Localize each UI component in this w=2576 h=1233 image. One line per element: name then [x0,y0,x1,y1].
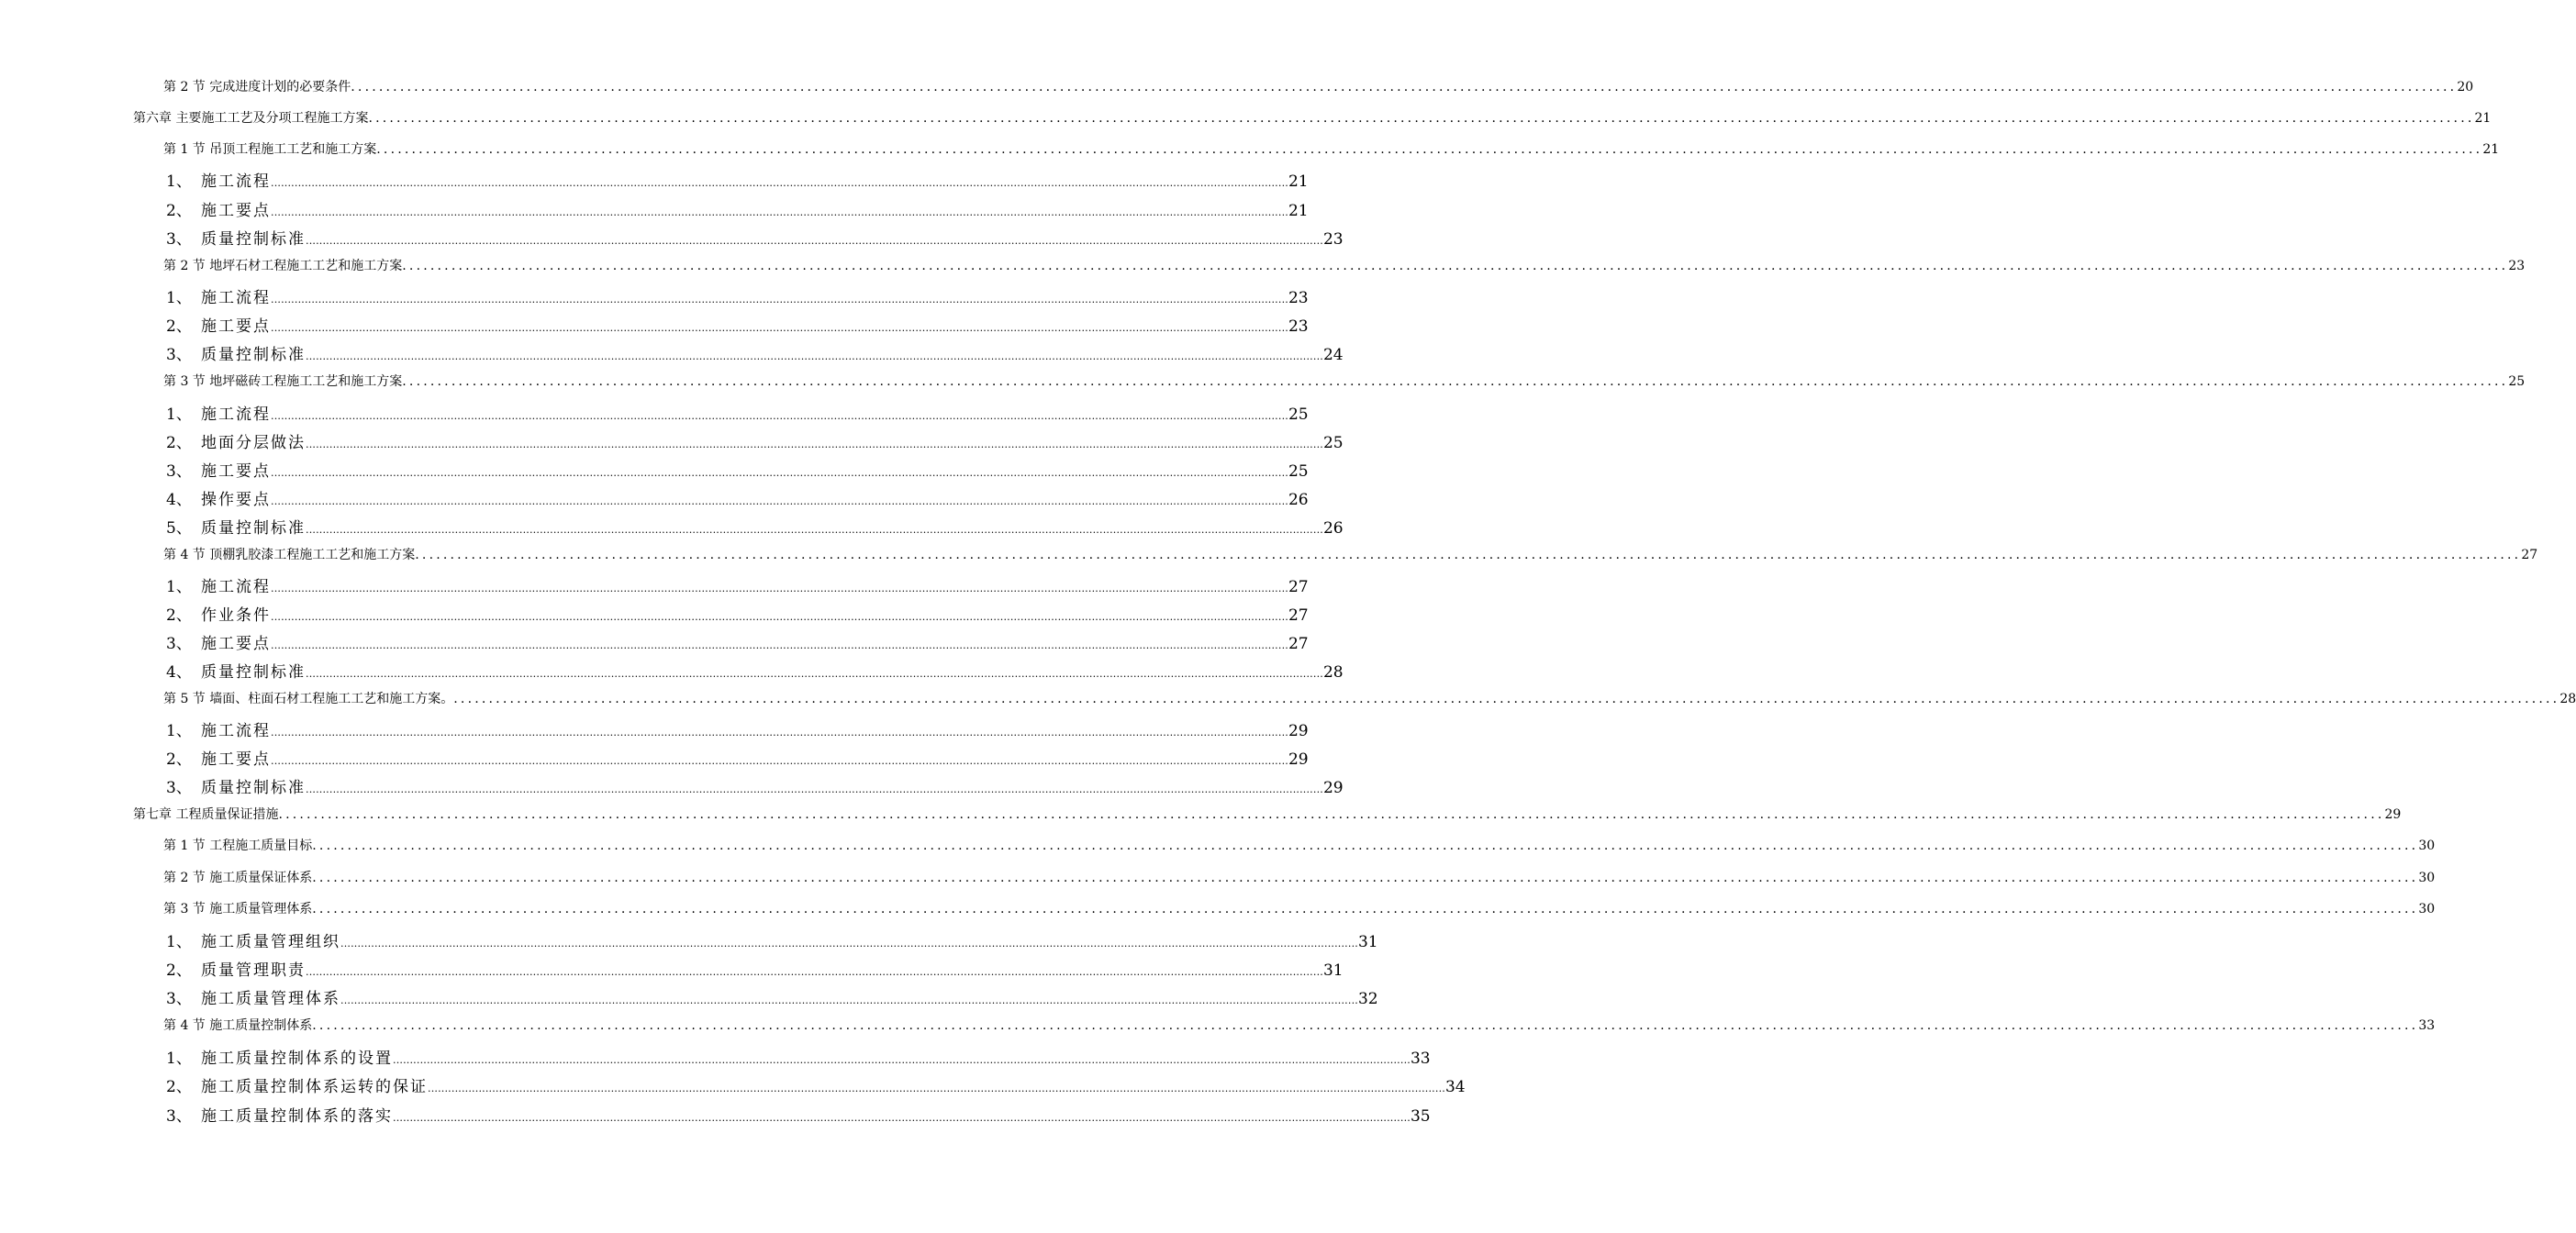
toc-item-title: 施工流程 [201,172,271,191]
dot-leader: ............................................................................................................................................................................................................................................................................................................ [271,639,1288,651]
toc-page-number: 21 [1288,172,1309,191]
toc-item-number: 1、 [166,1050,192,1068]
toc-section[interactable] [0,1016,2436,1034]
dot-leader: ............................................................................................................................................................................................................................................................................................................ [271,755,1288,767]
toc-item[interactable] [0,515,1344,538]
toc-item-number: 5、 [166,519,192,538]
toc-entry-label [166,985,340,1008]
toc-section[interactable] [0,899,2436,917]
toc-page-number: 34 [1444,1078,1466,1096]
toc-item-title: 施工质量控制体系的落实 [201,1107,393,1126]
dot-leader: ............................................................................................................................................................................................................................................................................................................ [340,938,1358,950]
toc-item-title: 施工流程 [201,289,271,307]
toc-item-number: 4、 [166,663,192,682]
toc-entry-label [166,1073,428,1096]
toc-entry-label [166,630,271,653]
toc-item-number: 3、 [166,1107,192,1126]
toc-page-number: 25 [1322,434,1344,452]
toc-item[interactable] [0,1103,1431,1126]
toc-page-number: 30 [2418,839,2436,853]
toc-page-number: 24 [1322,346,1344,364]
toc-item-number: 1、 [166,578,192,596]
toc-entry-label [166,429,306,452]
toc-item-title: 施工要点 [201,462,271,481]
toc-item-number: 1、 [166,289,192,307]
dot-leader: ............................................................................................................................................................................................................................................................................................................ [271,611,1288,623]
toc-item[interactable] [0,168,1309,191]
toc-page-number: 27 [2521,548,2538,562]
toc-entry-label [166,602,271,625]
dot-leader: ............................................................................................................................................................................................................................................................................................................ [312,1018,2419,1033]
dot-leader: ............................................................................................................................................................................................................................................................................................................ [306,668,1323,680]
toc-page-number: 30 [2418,871,2436,885]
toc-entry-label [166,168,271,191]
toc-section[interactable] [0,689,2576,707]
toc-section[interactable] [0,836,2436,854]
toc-page-number: 20 [2457,80,2474,94]
toc-section[interactable] [0,139,2500,158]
toc-section[interactable] [0,545,2538,563]
dot-leader: ............................................................................................................................................................................................................................................................................................................ [376,142,2483,157]
toc-page-number: 30 [2418,902,2436,916]
toc-item-title: 地面分层做法 [201,434,306,452]
dot-leader: ............................................................................................................................................................................................................................................................................................................ [271,727,1288,739]
toc-entry-label: 第 4 节 施工质量控制体系 [163,1018,313,1033]
toc-item-title: 施工流程 [201,578,271,596]
toc-entry-label [166,197,271,220]
dot-leader: ............................................................................................................................................................................................................................................................................................................ [340,994,1358,1006]
toc-page-number: 33 [2418,1018,2436,1033]
toc-entry-label: 第 5 节 墙面、柱面石材工程施工工艺和施工方案。 [163,692,454,706]
toc-entry-label [166,1045,393,1068]
toc-item[interactable] [0,313,1309,336]
toc-item-number: 2、 [166,750,192,769]
toc-item-title: 质量控制标准 [201,230,306,249]
toc-item-title: 质量管理职责 [201,961,306,980]
toc-item-number: 2、 [166,606,192,625]
toc-item-title: 质量控制标准 [201,346,306,364]
toc-item-title: 质量控制标准 [201,519,306,538]
toc-section[interactable] [0,77,2474,95]
dot-leader: ............................................................................................................................................................................................................................................................................................................ [351,80,2458,94]
toc-item-number: 3、 [166,230,192,249]
toc-page-number: 28 [1322,663,1344,682]
toc-entry-label: 第六章 主要施工工艺及分项工程施工方案 [133,111,369,126]
toc-item[interactable] [0,630,1309,653]
toc-page-number: 21 [1288,202,1309,220]
toc-page-number: 25 [2508,374,2526,389]
toc-page-number: 23 [1288,317,1309,336]
toc-entry-label: 第 2 节 施工质量保证体系 [163,871,313,885]
toc-item-number: 2、 [166,961,192,980]
toc-item[interactable] [0,341,1344,364]
toc-entry-label: 第 1 节 吊顶工程施工工艺和施工方案 [163,142,377,157]
dot-leader: ............................................................................................................................................................................................................................................................................................................ [415,548,2522,562]
toc-item[interactable] [0,774,1344,797]
toc-entry-label [166,928,340,951]
dot-leader: ............................................................................................................................................................................................................................................................................................................ [271,177,1288,189]
toc-item[interactable] [0,1045,1431,1068]
toc-item-number: 2、 [166,434,192,452]
toc-item-title: 质量控制标准 [201,663,306,682]
toc-page-number: 32 [1357,990,1378,1008]
toc-entry-label: 第 3 节 地坪磁砖工程施工工艺和施工方案 [163,374,403,389]
toc-item-title: 施工要点 [201,202,271,220]
toc-entry-label [166,486,271,509]
toc-item-number: 1、 [166,722,192,740]
toc-item[interactable] [0,458,1309,481]
toc-page-number: 31 [1357,933,1378,951]
toc-item[interactable] [0,284,1309,307]
toc-page-number: 27 [1288,578,1309,596]
toc-entry-label [166,774,306,797]
toc-page-number: 29 [1322,779,1344,797]
toc-item[interactable] [0,928,1378,951]
toc-item[interactable] [0,746,1309,769]
toc-item[interactable] [0,429,1344,452]
toc-item-title: 作业条件 [201,606,271,625]
toc-page-number: 23 [1322,230,1344,249]
toc-entry-label [166,746,271,769]
toc-chapter[interactable] [0,805,2402,823]
toc-entry-label: 第 4 节 顶棚乳胶漆工程施工工艺和施工方案 [163,548,416,562]
toc-page-number: 21 [2474,111,2492,126]
dot-leader: ............................................................................................................................................................................................................................................................................................................ [271,467,1288,479]
toc-page-number: 23 [1288,289,1309,307]
dot-leader: ............................................................................................................................................................................................................................................................................................................ [306,783,1323,795]
toc-entry-label [166,957,306,980]
toc-item-number: 1、 [166,933,192,951]
toc-chapter[interactable] [0,108,2492,127]
toc-item-number: 2、 [166,1078,192,1096]
toc-item-title: 施工流程 [201,405,271,424]
toc-item-title: 施工质量控制体系运转的保证 [201,1078,428,1096]
toc-entry-label [166,284,271,307]
toc-item-number: 2、 [166,202,192,220]
toc-item[interactable] [0,573,1309,596]
dot-leader: ............................................................................................................................................................................................................................................................................................................ [278,807,2385,822]
toc-item-number: 1、 [166,405,192,424]
toc-item-title: 操作要点 [201,491,271,509]
toc-page-number: 23 [2508,259,2526,273]
dot-leader: ............................................................................................................................................................................................................................................................................................................ [393,1054,1411,1066]
dot-leader: ............................................................................................................................................................................................................................................................................................................ [428,1083,1445,1094]
toc-item-number: 1、 [166,172,192,191]
toc-item[interactable] [0,717,1309,740]
toc-entry-label [166,717,271,740]
toc-section[interactable] [0,256,2526,274]
toc-item[interactable] [0,602,1309,625]
toc-item-title: 施工要点 [201,750,271,769]
toc-page-number: 26 [1322,519,1344,538]
toc-page-number: 29 [2384,807,2402,822]
toc-item[interactable] [0,226,1344,249]
dot-leader: ............................................................................................................................................................................................................................................................................................................ [271,294,1288,305]
toc-entry-label: 第 3 节 施工质量管理体系 [163,902,313,916]
toc-entry-label: 第 2 节 地坪石材工程施工工艺和施工方案 [163,259,403,273]
dot-leader: ............................................................................................................................................................................................................................................................................................................ [368,111,2475,126]
toc-entry-label: 第 1 节 工程施工质量目标 [163,839,313,853]
dot-leader: ............................................................................................................................................................................................................................................................................................................ [312,839,2419,853]
toc-section[interactable] [0,372,2526,390]
dot-leader: ............................................................................................................................................................................................................................................................................................................ [271,583,1288,594]
toc-entry-label [166,659,306,682]
toc-item[interactable] [0,486,1309,509]
toc-entry-label: 第七章 工程质量保证措施 [133,807,279,822]
dot-leader: ............................................................................................................................................................................................................................................................................................................ [312,871,2419,885]
toc-item-title: 施工要点 [201,317,271,336]
dot-leader: ............................................................................................................................................................................................................................................................................................................ [393,1112,1411,1124]
toc-item-number: 3、 [166,346,192,364]
toc-section[interactable] [0,868,2436,886]
toc-item[interactable] [0,957,1344,980]
toc-entry-label [166,573,271,596]
toc-item-number: 4、 [166,491,192,509]
toc-item[interactable] [0,659,1344,682]
toc-item-number: 3、 [166,779,192,797]
dot-leader: ............................................................................................................................................................................................................................................................................................................ [402,259,2509,273]
dot-leader: ............................................................................................................................................................................................................................................................................................................ [271,206,1288,218]
toc-page-number: 27 [1288,606,1309,625]
toc-item-number: 3、 [166,990,192,1008]
dot-leader: ............................................................................................................................................................................................................................................................................................................ [402,374,2509,389]
toc-entry-label [166,1103,393,1126]
dot-leader: ............................................................................................................................................................................................................................................................................................................ [312,902,2419,916]
dot-leader: ............................................................................................................................................................................................................................................................................................................ [271,410,1288,422]
toc-item-title: 质量控制标准 [201,779,306,797]
toc-item-title: 施工质量管理组织 [201,933,340,951]
dot-leader: ............................................................................................................................................................................................................................................................................................................ [306,439,1323,450]
toc-page-number: 26 [1288,491,1309,509]
toc-entry-label [166,226,306,249]
toc-item-title: 施工流程 [201,722,271,740]
dot-leader: ............................................................................................................................................................................................................................................................................................................ [306,350,1323,362]
toc-page-number: 31 [1322,961,1344,980]
toc-item[interactable] [0,401,1309,424]
dot-leader: ............................................................................................................................................................................................................................................................................................................ [453,692,2560,706]
toc-page-number: 29 [1288,722,1309,740]
toc-entry-label [166,341,306,364]
dot-leader: ............................................................................................................................................................................................................................................................................................................ [306,524,1323,536]
dot-leader: ............................................................................................................................................................................................................................................................................................................ [306,966,1323,978]
toc-page-number: 29 [1288,750,1309,769]
toc-page-number: 28 [2559,692,2576,706]
toc-item-title: 施工要点 [201,635,271,653]
toc-entry-label [166,313,271,336]
toc-item-number: 3、 [166,635,192,653]
toc-page-number: 25 [1288,405,1309,424]
dot-leader: ............................................................................................................................................................................................................................................................................................................ [271,322,1288,334]
toc-item-title: 施工质量控制体系的设置 [201,1050,393,1068]
toc-entry-label [166,515,306,538]
toc-item-number: 3、 [166,462,192,481]
toc-item[interactable] [0,1073,1466,1096]
toc-page-number: 25 [1288,462,1309,481]
toc-page-number: 21 [2482,142,2500,157]
toc-item[interactable] [0,197,1309,220]
dot-leader: ............................................................................................................................................................................................................................................................................................................ [306,235,1323,247]
toc-page-number: 35 [1410,1107,1431,1126]
toc-item[interactable] [0,985,1378,1008]
toc-item-title: 施工质量管理体系 [201,990,340,1008]
toc-entry-label [166,401,271,424]
toc-page-number: 27 [1288,635,1309,653]
toc-entry-label [166,458,271,481]
dot-leader: ............................................................................................................................................................................................................................................................................................................ [271,495,1288,507]
toc-page-number: 33 [1410,1050,1431,1068]
toc-entry-label: 第 2 节 完成进度计划的必要条件 [163,80,351,94]
toc-item-number: 2、 [166,317,192,336]
